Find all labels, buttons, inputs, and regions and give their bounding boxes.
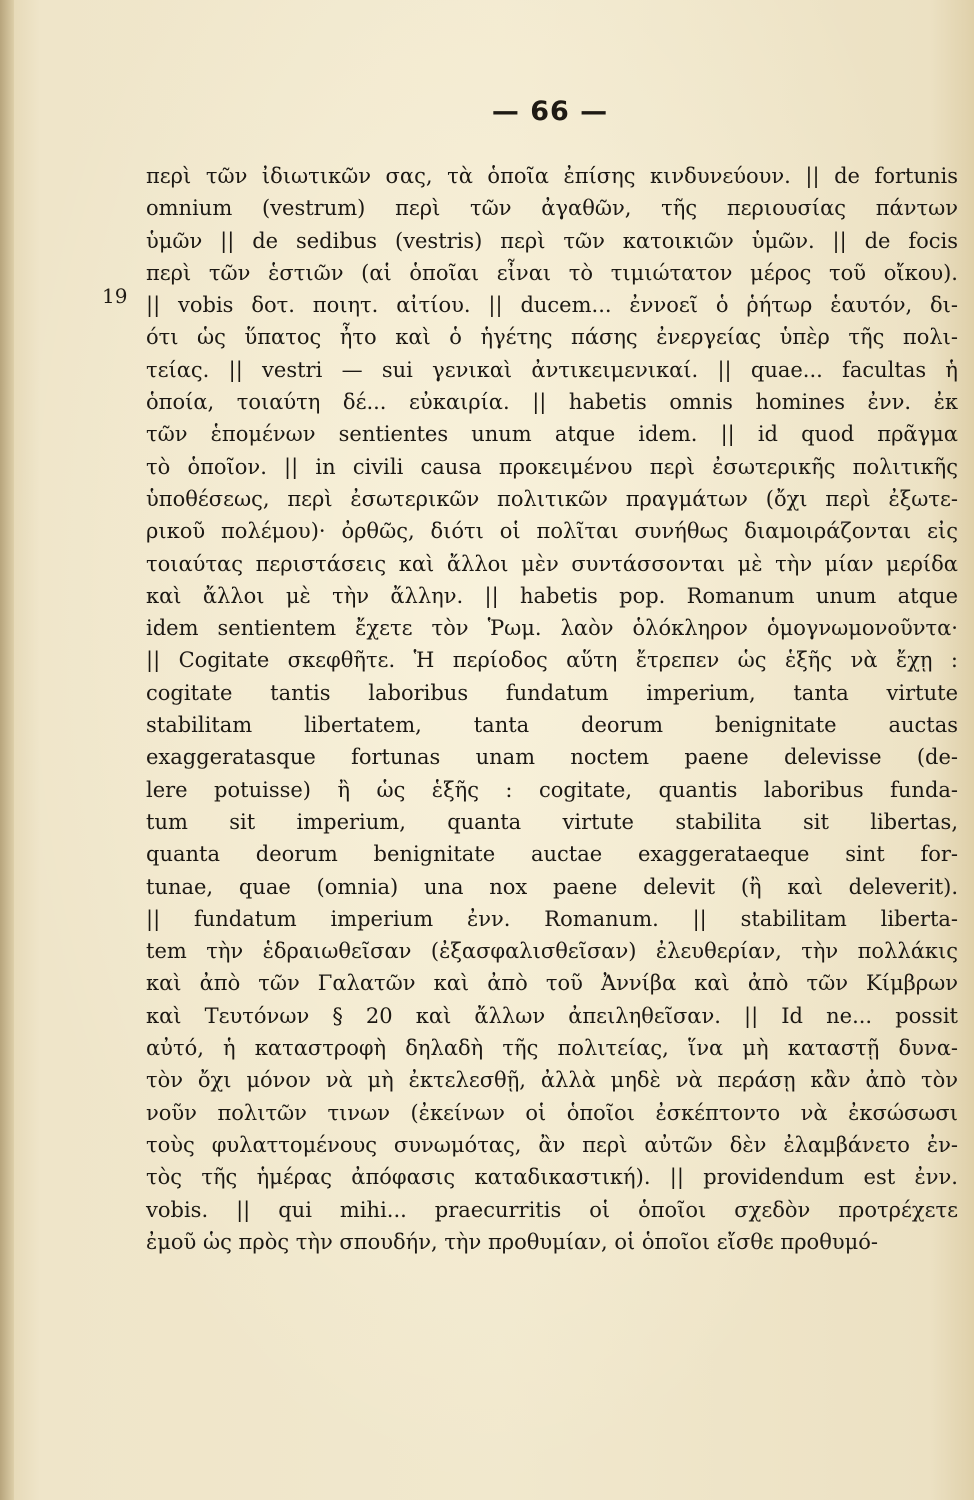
page-number: — 66 — xyxy=(491,96,609,127)
text-line: καὶ Τευτόνων § 20 καὶ ἄλλων ἀπειληθεῖσαν. || Id ne... possit xyxy=(146,1003,958,1028)
text-line: omnium (vestrum) περὶ τῶν ἀγαθῶν, τῆς περιουσίας πάντων xyxy=(146,196,958,221)
text-line: tunae, quae (omnia) una nox paene delevit (ἢ καὶ deleverit). xyxy=(146,874,958,899)
text-line: τὸ ὁποῖον. || in civili causa προκειμένου περὶ ἐσωτερικῆς πολιτικῆς xyxy=(146,454,958,479)
text-line: καὶ ἀπὸ τῶν Γαλατῶν καὶ ἀπὸ τοῦ Ἀννίβα καὶ ἀπὸ τῶν Κίμβρων xyxy=(146,971,958,996)
text-line: καὶ ἄλλοι μὲ τὴν ἄλλην. || habetis pop. Romanum unum atque xyxy=(146,583,958,608)
text-line: νοῦν πολιτῶν τινων (ἐκείνων οἱ ὁποῖοι ἐσκέπτοντο νὰ ἐκσώσωσι xyxy=(146,1100,958,1125)
page-binding-edge xyxy=(0,0,14,1500)
text-line: exaggeratasque fortunas unam noctem paene delevisse (de- xyxy=(146,745,958,770)
margin-section-number: 19 xyxy=(102,284,128,308)
text-line: idem sentientem ἔχετε τὸν Ῥωμ. λαὸν ὁλόκληρον ὁμογνωμονοῦντα· xyxy=(146,616,958,641)
text-line: ὑμῶν || de sedibus (vestris) περὶ τῶν κατοικιῶν ὑμῶν. || de focis xyxy=(146,228,958,253)
text-line: τὸν ὄχι μόνον νὰ μὴ ἐκτελεσθῇ, ἀλλὰ μηδὲ νὰ περάσῃ κἂν ἀπὸ τὸν xyxy=(146,1068,958,1093)
text-line: ἐμοῦ ὡς πρὸς τὴν σπουδήν, τὴν προθυμίαν, οἱ ὁποῖοι εἴσθε προθυμό- xyxy=(146,1229,878,1254)
text-line: αὐτό, ἡ καταστροφὴ δηλαδὴ τῆς πολιτείας, ἵνα μὴ καταστῇ δυνα- xyxy=(146,1036,958,1061)
text-line: τοὺς φυλαττομένους συνωμότας, ἂν περὶ αὐτῶν δὲν ἐλαμβάνετο ἐν- xyxy=(146,1132,958,1157)
text-line: || vobis δοτ. ποιητ. αἰτίου. || ducem... ἐννοεῖ ὁ ῥήτωρ ἑαυτόν, δι- xyxy=(146,293,958,318)
text-line: cogitate tantis laboribus fundatum imperium, tanta virtute xyxy=(146,680,958,705)
text-line: ότι ὡς ὕπατος ἦτο καὶ ὁ ἡγέτης πάσης ἐνεργείας ὑπὲρ τῆς πολι- xyxy=(146,325,958,350)
commentary-text xyxy=(146,160,958,1258)
text-line: tum sit imperium, quanta virtute stabilita sit libertas, xyxy=(146,809,958,834)
text-line: τοιαύτας περιστάσεις καὶ ἄλλοι μὲν συντάσσονται μὲ τὴν μίαν μερίδα xyxy=(146,551,958,576)
text-line: tem τὴν ἑδραιωθεῖσαν (ἐξασφαλισθεῖσαν) ἐλευθερίαν, τὴν πολλάκις xyxy=(146,939,958,964)
text-line: ὁποία, τοιαύτη δέ... εὐκαιρία. || habetis omnis homines ἐνν. ἐκ xyxy=(146,390,958,415)
text-line: ὑποθέσεως, περὶ ἐσωτερικῶν πολιτικῶν πραγμάτων (ὄχι περὶ ἐξωτε- xyxy=(146,486,958,511)
text-line: || fundatum imperium ἐνν. Romanum. || stabilitam liberta- xyxy=(146,906,958,931)
text-line: περὶ τῶν ἑστιῶν (αἱ ὁποῖαι εἶναι τὸ τιμιώτατον μέρος τοῦ οἴκου). xyxy=(146,260,958,285)
text-line: τὸς τῆς ἡμέρας ἀπόφασις καταδικαστική). || providendum est ἐνν. xyxy=(146,1165,958,1190)
text-line: τείας. || vestri — sui γενικαὶ ἀντικειμενικαί. || quae... facultas ἡ xyxy=(146,357,958,382)
text-line: vobis. || qui mihi... praecurritis οἱ ὁποῖοι σχεδὸν προτρέχετε xyxy=(146,1197,958,1222)
text-line: || Cogitate σκεφθῆτε. Ἡ περίοδος αὕτη ἔτρεπεν ὡς ἑξῆς νὰ ἔχῃ : xyxy=(146,648,958,673)
text-line: ρικοῦ πολέμου)· ὀρθῶς, διότι οἱ πολῖται συνήθως διαμοιράζονται εἰς xyxy=(146,519,958,544)
text-line: lere potuisse) ἢ ὡς ἑξῆς : cogitate, quantis laboribus funda- xyxy=(146,777,958,802)
text-line: περὶ τῶν ἰδιωτικῶν σας, τὰ ὁποῖα ἐπίσης κινδυνεύουν. || de fortunis xyxy=(146,164,958,188)
text-line: quanta deorum benignitate auctae exaggerataeque sint for- xyxy=(146,842,958,867)
text-line: τῶν ἑπομένων sentientes unum atque idem. || id quod πρᾶγμα xyxy=(146,422,958,447)
text-line: stabilitam libertatem, tanta deorum benignitate auctas xyxy=(146,713,958,738)
